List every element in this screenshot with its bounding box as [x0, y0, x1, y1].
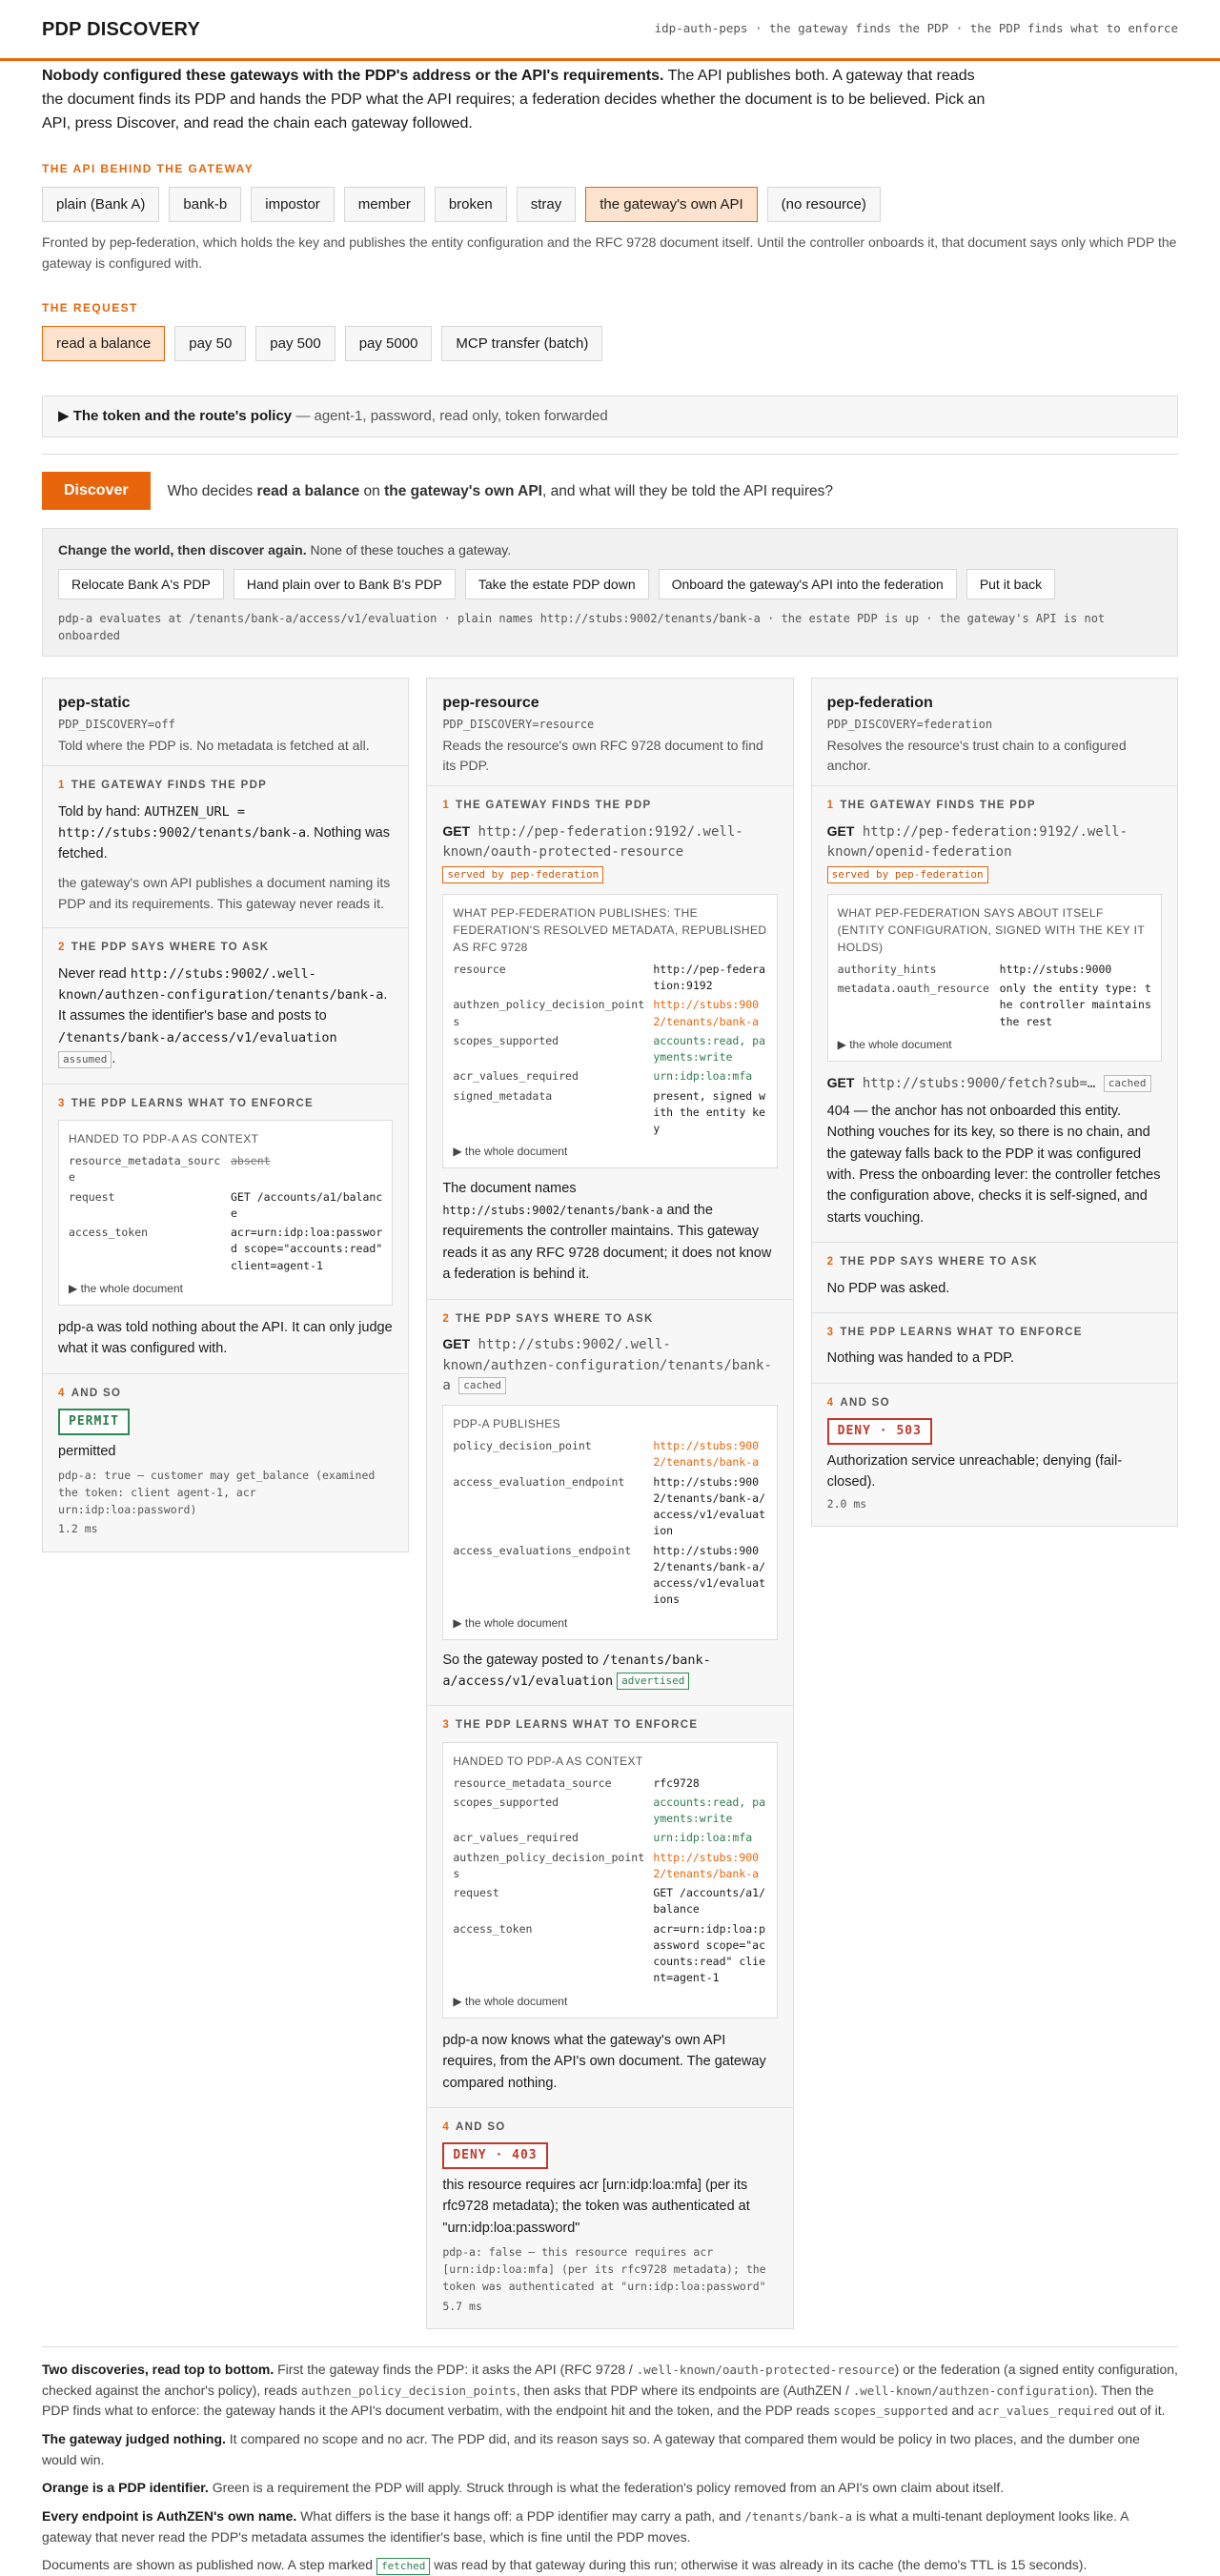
footer-note: Documents are shown as published now. A step marked fetched was read by that gateway during this run; otherwise it was already in its cache (the demo's TTL is 15 seconds).: [42, 2555, 1178, 2576]
step-text: 404 — the anchor has not onboarded this entity. Nothing vouches for its key, so there is no chain, and the gateway falls back to the PDP it was configured with. Press the onboarding lever: the controller fetches the configuration above, checks it is self-signed, and starts vouching.: [826, 1103, 1161, 1226]
column-title: pep-resource: [442, 695, 539, 712]
token-details-summary: The token and the route's policy: [72, 407, 293, 424]
pdp-log: pdp-a: true — customer may get_balance (examined the token: client agent-1, acr urn:idp:loa:password): [58, 1469, 376, 1516]
api-option-button-1[interactable]: bank-b: [169, 187, 241, 222]
kv-row: resource_metadata_source absent: [69, 1154, 271, 1185]
verdict-text: this resource requires acr [urn:idp:loa:mfa] (per its rfc9728 metadata); the token was authenticated at "urn:idp:loa:password": [442, 2177, 750, 2236]
api-option-button-4[interactable]: broken: [435, 187, 507, 222]
world-action-button-3[interactable]: Onboard the gateway's API into the federation: [659, 569, 957, 599]
step-1: 1 THE GATEWAY FINDS THE PDP GET http://pep-federation:9192/.well-known/oauth-protected-resource served by pep-federation WHAT PEP-FEDERATION PUBLISHES: THE FEDERATION'S RESOLVED METADATA, REPUBLISHED AS RFC 9728 resource http://pep-federation:9192 authzen_policy_decision_points http://stubs:9002/tenants/bank-a scopes_supported accounts:read, payments:write acr_values_required urn:idp:loa:mfa signed_metadata present, signed with the entity key ▶ the whole document The document names http://stubs:9002/tenants/bank-a and the requirements the controller maintains. This gateway reads it as any RFC 9728 document; it does not know a federation is behind it.: [427, 786, 792, 1299]
api-option-button-3[interactable]: member: [344, 187, 425, 222]
step-1: 1 THE GATEWAY FINDS THE PDP Told by hand: AUTHZEN_URL = http://stubs:9002/tenants/bank-a. Nothing was fetched. the gateway's own API publishes a document naming its PDP and its requirements. This gateway never reads it.: [43, 766, 408, 928]
api-helper-text: Fronted by pep-federation, which holds the key and publishes the entity configuration and the RFC 9728 document itself. Until the controller onboards it, that document says only which PDP the gateway is configured with.: [42, 234, 1177, 272]
context-document: HANDED TO PDP-A AS CONTEXT resource_metadata_source absent request GET /accounts/a1/balance access_token acr=urn:idp:loa:password scope="accounts:read" client=agent-1 ▶ the whole document: [58, 1120, 393, 1306]
column-env: PDP_DISCOVERY=off: [58, 718, 175, 732]
step-2: 2 THE PDP SAYS WHERE TO ASK Never read http://stubs:9002/.well-known/authzen-configuration/tenants/bank-a. It assumes the identifier's base and posts to /tenants/bank-a/access/v1/evaluation assumed .: [43, 928, 408, 1085]
whole-document-toggle[interactable]: ▶ the whole document: [453, 1145, 568, 1159]
step-text: pdp-a was told nothing about the API. It can only judge what it was configured with.: [58, 1319, 393, 1357]
step-1: 1 THE GATEWAY FINDS THE PDP GET http://pep-federation:9192/.well-known/openid-federation served by pep-federation WHAT PEP-FEDERATION SAYS ABOUT ITSELF (ENTITY CONFIGURATION, SIGNED WITH THE KEY IT HOLDS) authority_hints http://stubs:9000 metadata.oauth_resource only the entity type: the controller maintains the rest ▶ the whole document GET http://stubs:9000/fetch?sub=… cached 404 — the anchor has not onboarded this entity. Nothing vouches for its key, so there is no chain, and the gateway falls back to the PDP it was configured with. Press the onboarding lever: the controller fetches the configuration above, checks it is self-signed, and starts vouching.: [812, 786, 1177, 1243]
step-text: No PDP was asked.: [826, 1280, 950, 1296]
request-section-label: THE REQUEST: [42, 300, 138, 314]
verdict-badge: PERMIT: [58, 1409, 130, 1435]
discover-row: [42, 472, 1178, 510]
entity-configuration-document: WHAT PEP-FEDERATION SAYS ABOUT ITSELF (ENTITY CONFIGURATION, SIGNED WITH THE KEY IT HOLDS) authority_hints http://stubs:9000 metadata.oauth_resource only the entity type: the controller maintains the rest ▶ the whole document: [827, 894, 1162, 1062]
served-by-badge: served by pep-federation: [827, 866, 988, 883]
column-env: PDP_DISCOVERY=federation: [826, 718, 993, 732]
step-text: Never read http://stubs:9002/.well-known/authzen-configuration/tenants/bank-a. It assumes the identifier's base and posts to /tenants/bank-a/access/v1/evaluation assumed .: [58, 965, 388, 1067]
footer-note: Every endpoint is AuthZEN's own name. What differs is the base it hangs off: a PDP identifier may carry a path, and /tenants/bank-a is what a multi-tenant deployment looks like. A gateway that never read the PDP's metadata assumes the identifier's base, which is fine until the PDP moves.: [42, 2508, 1128, 2545]
fetched-badge: fetched: [376, 2558, 430, 2575]
request-option-button-3[interactable]: pay 5000: [345, 326, 433, 361]
served-by-badge: served by pep-federation: [442, 866, 603, 883]
intro-text: Nobody configured these gateways with the PDP's address or the API's requirements. The API publishes both. A gateway that reads the document finds its PDP and hands the PDP what the API requires; a federation decides whether the document is to be believed. Pick an API, press Discover, and read the chain each gateway followed.: [42, 68, 986, 132]
disclosure-triangle-icon: ▶: [58, 407, 70, 424]
column-pep-federation: [811, 678, 1178, 1527]
pdp-log: pdp-a: false — this resource requires acr [urn:idp:loa:mfa] (per its rfc9728 metadata); the token was authenticated at "urn:idp:loa:password": [442, 2245, 766, 2293]
request-option-button-0[interactable]: read a balance: [42, 326, 165, 361]
step-2: 2 THE PDP SAYS WHERE TO ASK No PDP was asked.: [812, 1243, 1177, 1313]
fetch-line: GET http://pep-federation:9192/.well-known/openid-federation: [826, 822, 1128, 861]
step-text: The document names http://stubs:9002/tenants/bank-a and the requirements the controller maintains. This gateway reads it as any RFC 9728 document; it does not know a federation is behind it.: [442, 1181, 772, 1283]
fetch-line: GET http://pep-federation:9192/.well-known/oauth-protected-resource: [442, 822, 743, 861]
world-panel: [42, 528, 1178, 657]
step-2: 2 THE PDP SAYS WHERE TO ASK GET http://stubs:9002/.well-known/authzen-configuration/tenants/bank-a cached PDP-A PUBLISHES policy_decision_point http://stubs:9002/tenants/bank-a access_evaluation_endpoint http://stubs:9002/tenants/bank-a/access/v1/evaluation access_evaluations_endpoint http://stubs:9002/tenants/bank-a/access/v1/evaluations ▶ the whole document So the gateway posted to /tenants/bank-a/access/v1/evaluation advertised: [427, 1300, 792, 1707]
column-env: PDP_DISCOVERY=resource: [442, 718, 595, 732]
gateway-columns: [42, 678, 1178, 2329]
step-4: 4 AND SO DENY · 503 Authorization service unreachable; denying (fail-closed). 2.0 ms: [812, 1384, 1177, 1526]
request-option-button-2[interactable]: pay 500: [255, 326, 335, 361]
api-options: [42, 187, 1178, 222]
context-document: HANDED TO PDP-A AS CONTEXT resource_metadata_source rfc9728 scopes_supported accounts:read, payments:write acr_values_required urn:idp:loa:mfa authzen_policy_decision_points http://stubs:9002/tenants/bank-a request GET /accounts/a1/balance access_token acr=urn:idp:loa:password scope="accounts:read" client=agent-1 ▶ the whole document: [442, 1742, 777, 2018]
api-option-button-2[interactable]: impostor: [251, 187, 335, 222]
world-title: Change the world, then discover again. None of these touches a gateway.: [58, 542, 512, 558]
footer-notes: [42, 2346, 1178, 2576]
step-3: 3 THE PDP LEARNS WHAT TO ENFORCE HANDED TO PDP-A AS CONTEXT resource_metadata_source rfc9728 scopes_supported accounts:read, payments:write acr_values_required urn:idp:loa:mfa authzen_policy_decision_points http://stubs:9002/tenants/bank-a request GET /accounts/a1/balance access_token acr=urn:idp:loa:password scope="accounts:read" client=agent-1 ▶ the whole document pdp-a now knows what the gateway's own API requires, from the API's own document. The gateway compared nothing.: [427, 1706, 792, 2108]
api-section-label: THE API BEHIND THE GATEWAY: [42, 162, 254, 176]
step-3: 3 THE PDP LEARNS WHAT TO ENFORCE Nothing was handed to a PDP.: [812, 1313, 1177, 1384]
verdict-text: Authorization service unreachable; denying (fail-closed).: [826, 1452, 1123, 1491]
latency: 5.7 ms: [442, 2299, 482, 2313]
world-action-button-0[interactable]: Relocate Bank A's PDP: [58, 569, 224, 599]
column-title: pep-federation: [826, 695, 933, 712]
request-option-button-4[interactable]: MCP transfer (batch): [441, 326, 602, 361]
step-text: So the gateway posted to /tenants/bank-a/access/v1/evaluation advertised: [442, 1652, 711, 1690]
world-action-button-1[interactable]: Hand plain over to Bank B's PDP: [234, 569, 456, 599]
whole-document-toggle[interactable]: ▶ the whole document: [69, 1281, 183, 1295]
request-options: [42, 326, 1178, 361]
world-status: pdp-a evaluates at /tenants/bank-a/access/v1/evaluation · plain names http://stubs:9002/tenants/bank-a · the estate PDP is up · the gateway's API is not onboarded: [58, 612, 1106, 643]
api-option-button-6[interactable]: the gateway's own API: [585, 187, 757, 222]
column-description: Resolves the resource's trust chain to a configured anchor.: [826, 738, 1127, 774]
step-text: Nothing was handed to a PDP.: [826, 1350, 1015, 1367]
whole-document-toggle[interactable]: ▶ the whole document: [453, 1994, 568, 2008]
column-pep-static: [42, 678, 409, 1552]
step-4: 4 AND SO PERMIT permitted pdp-a: true — customer may get_balance (examined the token: client agent-1, acr urn:idp:loa:password) 1.2 ms: [43, 1374, 408, 1552]
verdict-badge: DENY · 503: [827, 1418, 932, 1445]
kv-row: access_token acr=urn:idp:loa:password scope="accounts:read" client=agent-1: [69, 1226, 383, 1272]
step-text: pdp-a now knows what the gateway's own API requires, from the API's own document. The gateway compared nothing.: [442, 2032, 766, 2091]
world-action-button-4[interactable]: Put it back: [966, 569, 1055, 599]
footer-note: Orange is a PDP identifier. Green is a requirement the PDP will apply. Struck through is what the federation's policy removed from an API's own claim about itself.: [42, 2480, 1005, 2496]
advertised-badge: advertised: [617, 1673, 689, 1690]
top-bar: [0, 0, 1220, 61]
world-action-button-2[interactable]: Take the estate PDP down: [465, 569, 649, 599]
token-details-detail: — agent-1, password, read only, token forwarded: [292, 407, 608, 424]
latency: 1.2 ms: [58, 1522, 98, 1536]
footer-note: Two discoveries, read top to bottom. First the gateway finds the PDP: it asks the API (RFC 9728 / .well-known/oauth-protected-resource) or the federation (a signed entity configuration, checked against the anchor's policy), reads authzen_policy_decision_points, then asks that PDP where its endpoints are (AuthZEN / .well-known/authzen-configuration). Then the PDP finds what to enforce: the gateway hands it the API's document verbatim, with the endpoint hit and the token, and the PDP reads scopes_supported and acr_values_required out of it.: [42, 2361, 1178, 2419]
footer-note: The gateway judged nothing. It compared no scope and no acr. The PDP did, and its reason says so. A gateway that compared them would be policy in two places, and the dumber one would win.: [42, 2431, 1140, 2467]
discover-question: Who decides read a balance on the gateway's own API, and what will they be told the API requires?: [167, 482, 833, 499]
app-title: PDP DISCOVERY: [42, 18, 200, 40]
discover-button[interactable]: Discover: [42, 472, 151, 510]
step-3: 3 THE PDP LEARNS WHAT TO ENFORCE HANDED TO PDP-A AS CONTEXT resource_metadata_source absent request GET /accounts/a1/balance access_token acr=urn:idp:loa:password scope="accounts:read" client=agent-1 ▶ the whole document pdp-a was told nothing about the API. It can only judge what it was configured with.: [43, 1085, 408, 1374]
api-option-button-0[interactable]: plain (Bank A): [42, 187, 159, 222]
step-note: the gateway's own API publishes a document naming its PDP and its requirements. This gateway never reads it.: [58, 874, 391, 911]
app-tagline: idp-auth-peps · the gateway finds the PDP · the PDP finds what to enforce: [654, 21, 1178, 36]
step-text: Told by hand: AUTHZEN_URL = http://stubs:9002/tenants/bank-a. Nothing was fetched.: [58, 803, 390, 862]
fetch-line: GET http://stubs:9000/fetch?sub=… cached: [827, 1073, 1162, 1095]
token-details-toggle[interactable]: [42, 396, 1178, 438]
verdict-badge: DENY · 403: [442, 2142, 547, 2169]
latency: 2.0 ms: [826, 1496, 867, 1511]
pdp-document: PDP-A PUBLISHES policy_decision_point http://stubs:9002/tenants/bank-a access_evaluation_endpoint http://stubs:9002/tenants/bank-a/access/v1/evaluation access_evaluations_endpoint http://stubs:9002/tenants/bank-a/access/v1/evaluations ▶ the whole document: [442, 1405, 777, 1640]
step-4: 4 AND SO DENY · 403 this resource requires acr [urn:idp:loa:mfa] (per its rfc9728 metadata); the token was authenticated at "urn:idp:loa:password" pdp-a: false — this resource requires acr [urn:idp:loa:mfa] (per its rfc9728 metadata); the token was authenticated at "urn:idp:loa:password" 5.7 ms: [427, 2108, 792, 2328]
kv-row: request GET /accounts/a1/balance: [69, 1189, 383, 1220]
whole-document-toggle[interactable]: ▶ the whole document: [837, 1037, 952, 1051]
column-description: Told where the PDP is. No metadata is fetched at all.: [58, 738, 370, 754]
api-option-button-5[interactable]: stray: [517, 187, 577, 222]
column-title: pep-static: [58, 695, 131, 712]
fetch-line: GET http://stubs:9002/.well-known/authzen-configuration/tenants/bank-a cached: [442, 1335, 772, 1394]
world-actions: [58, 569, 1162, 599]
column-description: Reads the resource's own RFC 9728 document to find its PDP.: [442, 738, 763, 774]
request-option-button-1[interactable]: pay 50: [174, 326, 246, 361]
assumed-badge: assumed: [58, 1051, 112, 1068]
api-option-button-7[interactable]: (no resource): [767, 187, 881, 222]
metadata-document: WHAT PEP-FEDERATION PUBLISHES: THE FEDERATION'S RESOLVED METADATA, REPUBLISHED AS RFC 9728 resource http://pep-federation:9192 authzen_policy_decision_points http://stubs:9002/tenants/bank-a scopes_supported accounts:read, payments:write acr_values_required urn:idp:loa:mfa signed_metadata present, signed with the entity key ▶ the whole document: [442, 894, 777, 1169]
whole-document-toggle[interactable]: ▶ the whole document: [453, 1615, 568, 1630]
verdict-text: permitted: [58, 1443, 116, 1459]
divider: [42, 454, 1178, 455]
cached-badge: cached: [458, 1377, 506, 1394]
column-pep-resource: [426, 678, 793, 2329]
cached-badge: cached: [1104, 1075, 1151, 1092]
